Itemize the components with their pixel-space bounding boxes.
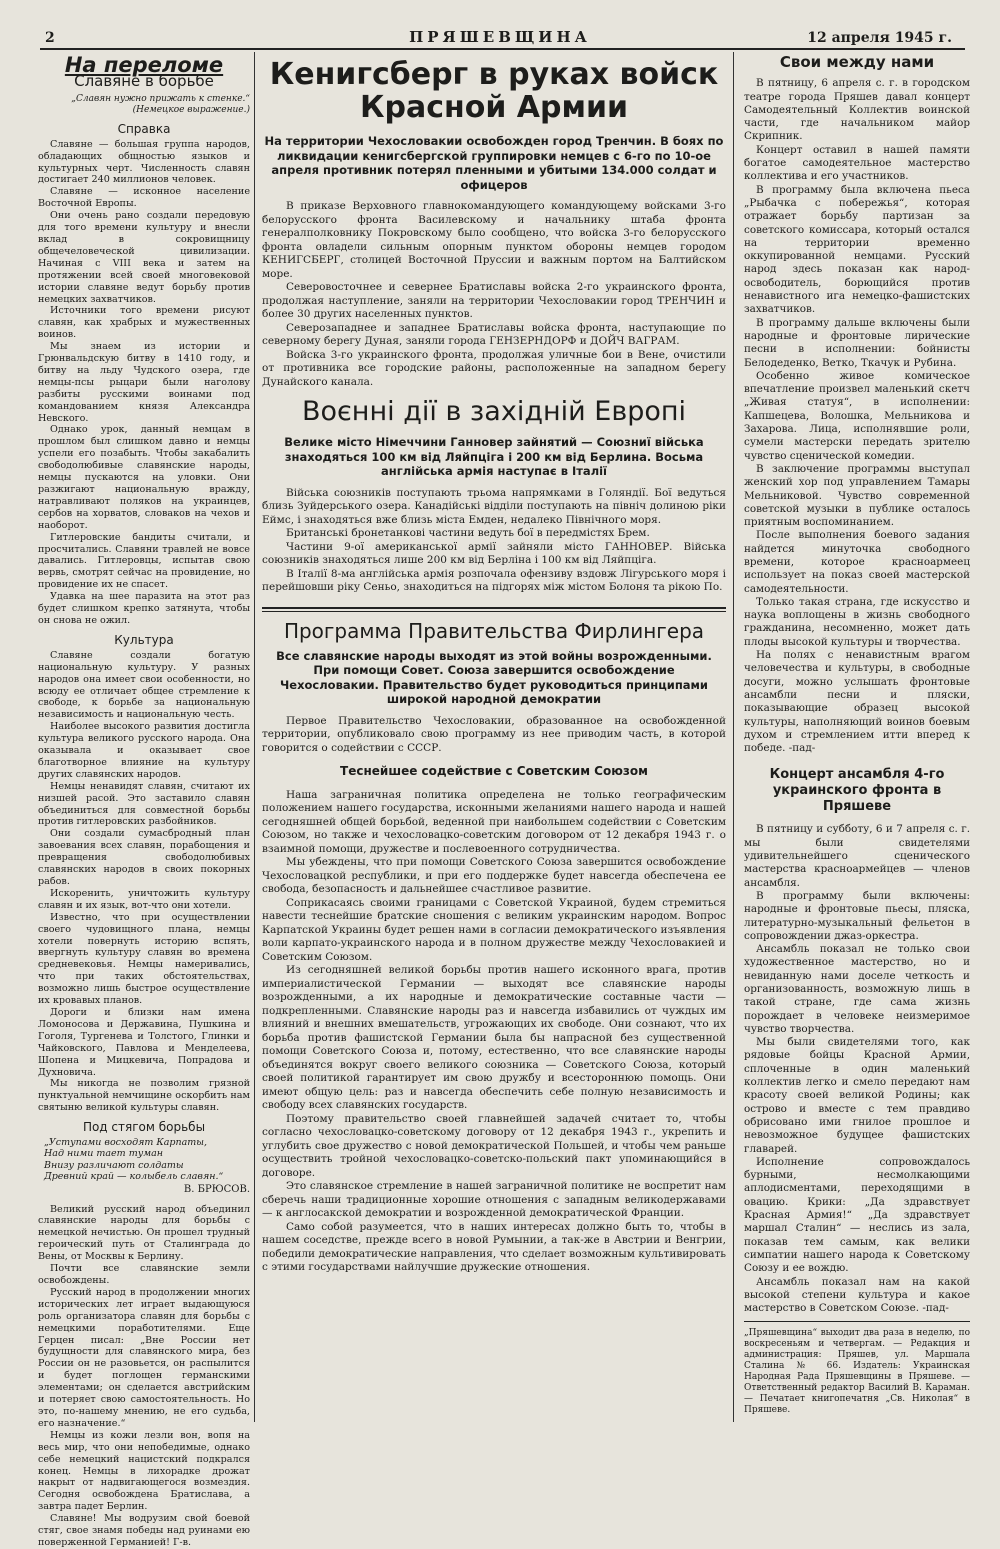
- column-center: [262, 54, 726, 1424]
- paragraph: В программу были включены: народные и фронтовые пьесы, пляска, литературно-музыкальный фельетон в сопровождении джаз-оркестра.: [744, 889, 970, 942]
- epigraph: [38, 94, 250, 116]
- lead-koenigsberg: На территории Чехословакии освобожден город Тренчин. В боях по ликвидации кенигсбергской группировки немцев с 6-го по 10-ое апреля противник потерял пленными и убитыми 134.000 солдат и офицеров: [264, 134, 724, 192]
- newspaper-name: ПРЯШЕВЩИНА: [409, 28, 591, 46]
- poem: [38, 1137, 250, 1183]
- poem-author: В. БРЮСОВ.: [183, 1183, 250, 1195]
- paragraph: Наша заграничная политика определена не только географическим положением нашего государства, исконными желаниями нашего народа и нашей сегодняшней общей борьбой, веденной при наибольшем содействии с Советским Союзом, но также и чехословацко-советским договором от 12 декабря 1943 г. о взаимной помощи, дружестве и послевоенного сотрудничества.: [262, 788, 726, 855]
- paragraph: Гитлеровские бандиты считали, и просчитались. Славяни травлей не вовсе давались. Гитлеровцы, испытав свою вервь, смотрят сейчас на провидение, но провидение их не спасет.: [38, 531, 250, 591]
- paragraph: Северовосточнее и севернее Братиславы войска 2-го украинского фронта, продолжая наступление, заняли на территории Чехословакии город ТРЕНЧИН и более 30 других населенных пунктов.: [262, 281, 726, 320]
- paragraph: Війська союзників поступають трьома напрямками в Голяндії. Бої ведуться близь Зуйдерського озера. Канадійські відділи поступають на північ долиною ріки Еймс, і знаходяться вже близь міста Емден, недалеко Північного моря.: [262, 486, 726, 526]
- paragraph: Из сегодняшней великой борьбы против нашего исконного врага, против империалистической Германии — выходят все славянские народы возрожденными, а их народные и демократические составные части — подкрепленными. Славянские народы раз и навсегда избавились от чуждых им влияний и внешних вмешательств, угрожающих их свободе. Они сознают, что их борьба против фашистской Германии была бы напрасной без существенной помощи Советского Союза и, потому, естественно, что все славянские народы объединятся вокруг своего великого союзника — Советского Союза, который своей политикой гарантирует им свою дружбу и всестороннюю помощь. Они имеют общую цель: раз и навсегда обеспечить себе полную независимость и свободу всех славянских государств.: [262, 964, 726, 1111]
- epigraph-text: „Славян нужно прижать к стенке.“: [71, 93, 250, 104]
- paragraph: Мы были свидетелями того, как рядовые бойцы Красной Армии, сплоченные в один маленький коллектив легко и смело передают нам красоту своей великой Родины; как острово и вместе с тем правдиво обрисовано ими гнилое прошлое и невозможное будущее фашистских главарей.: [744, 1036, 970, 1155]
- paragraph: Великий русский народ объединил славянские народы для борьбы с немецкой нечистью. Он прошел трудный героический путь от Сталинграда до Вены, от Москвы к Берлину.: [38, 1203, 250, 1263]
- paragraph: В заключение программы выступал женский хор под управлением Тамары Мельниковой. Чувство современной советской музыки в публике осталось приятным воспоминанием.: [744, 462, 970, 529]
- column-left: [38, 52, 250, 1548]
- paragraph: Известно, что при осуществлении своего чудовищного плана, немцы хотели повернуть историю вспять, ввергнуть культуру славян во времена средневековья. Немцы намеривались, что при таких обстоятельствах, возможно лишь быстрое осуществление их кровавых планов.: [38, 911, 250, 1007]
- page-number: 2: [45, 30, 55, 46]
- paragraph: Это славянское стремление в нашей заграничной политике не воспретит нам сберечь наши традиционные хорошие отношения с западным великодержавами — к англосакской демократии и возрожденной демократической Франции.: [262, 1180, 726, 1219]
- poem-line: Древний край — колыбель славян.“: [44, 1171, 224, 1183]
- paragraph: Они очень рано создали передовую для того времени культуру и внесли вклад в сокровищницу общечеловеческой цивилизации. Начиная с VIII века и затем на протяжении всей своей многовековой истории славяне ведут борьбу против немецких захватчиков.: [38, 210, 250, 305]
- paragraph: Славяне! Мы водрузим свой боевой стяг, свое знамя победы над руинами ею поверженной Германией! Г-в.: [38, 1513, 250, 1548]
- paragraph: Само собой разумеется, что в наших интересах должно быть то, чтобы в нашем соседстве, прежде всего в новой Румынии, а так-же в Австрии и Венгрии, победили демократические направления, что сделает возможным культивировать с этими государствами найлучшие дружеские отношения.: [262, 1220, 726, 1273]
- section-heading: Под стягом борьбы: [82, 1120, 206, 1135]
- imprint: „Пряшевщина“ выходит два раза в неделю, по воскресеньям и четвергам. — Редакция и администрация: Пряшев, ул. Маршала Сталина № 66. Издатель: Украинская Народная Рада Пряшевщины в Пряшеве. — Ответственный редактор Василий В. Караман. — Печатает книгопечатня „Св. Николая“ в Пряшеве.: [744, 1328, 970, 1416]
- paragraph: Британські бронетанкові частини ведуть бої в передмістях Брем.: [286, 527, 650, 539]
- paragraph: Концерт оставил в нашей памяти богатое самодеятельное мастерство коллектива и его участников.: [744, 143, 970, 183]
- lead-western-europe: Велике місто Німеччини Ганновер зайнятий — Союзниї війська знаходяться 100 км від Ляйпціга і 200 км від Берлина. Восьма англійська армія наступає в Італії: [284, 435, 704, 478]
- paragraph: Поэтому правительство своей главнейшей задачей считает то, чтобы согласно чехословацко-советскому договору от 12 декабря 1943 г., укрепить и углубить свое дружество с новой демократической Польшей, и чтобы чем раньше осуществить тройной чехословацко-советско-польский пакт упоминающийся в договоре.: [262, 1112, 726, 1179]
- paragraph: Славяне — большая группа народов, обладающих общностью языков и культурных черт. Численность славян достигает 240 миллионов человек.: [38, 138, 250, 186]
- paragraph: Северозападнее и западнее Братиславы войска фронта, наступающие по северному берегу Дуная, заняли города ГЕНЗЕРНДОРФ и ДОЙЧ ВАГРАМ.: [262, 321, 726, 347]
- paragraph: Почти все славянские земли освобождены.: [38, 1263, 250, 1286]
- paragraph: В программу дальше включены были народные и фронтовые лирические песни в исполнении: бойнисты Белодеденко, Ветко, Ткачук и Рубина.: [744, 316, 970, 369]
- subheading: Теснейшее содействие с Советским Союзом: [340, 764, 648, 778]
- paragraph: В пятницу, 6 апреля с. г. в городском театре города Пряшев давал концерт Самодеятельный Коллектив воинской части, где начальником майор Скрипник.: [744, 77, 970, 143]
- section-rule: [262, 607, 726, 612]
- headline-western-europe: Воєнні дії в західній Европі: [301, 396, 687, 427]
- epigraph-source: (Немецкое выражение.): [132, 104, 250, 115]
- paragraph: Ансамбль показал нам на какой высокой степени культура и какое мастерство в Советском Союзе. -пад-: [744, 1275, 970, 1315]
- header-rule: [40, 48, 965, 50]
- section-heading: Культура: [114, 632, 174, 647]
- headline-our-people: Свои между нами: [779, 53, 935, 71]
- paragraph: Русский народ в продолжении многих исторических лет играет выдающуюся роль организатора славян для борьбы с немецкими поработителями. Еще Герцен писал: „Вне России нет будущности для славянского мира, без России он не разовьется, он распылится и будет поглощен германскими элементами; он сделается австрийским и потеряет свою самостоятельность. Но это, по-нашему мнению, не его судьба, его назначение.“: [38, 1286, 250, 1429]
- paragraph: Немцы ненавидят славян, считают их низшей расой. Это заставило славян объединиться для совместной борьбы против гитлеровских разбойников.: [38, 780, 250, 828]
- poem-line: Над ними тает туман: [44, 1148, 164, 1160]
- headline-ensemble-concert: Концерт ансамбля 4-го украинского фронта в Пряшеве: [769, 767, 945, 815]
- paragraph: Только такая страна, где искусство и наука воплощены в жизнь свободного гражданина, несомненно, может дать плоды высокой культуры и творчества.: [744, 595, 970, 648]
- paragraph: Исполнение сопровождалось бурными, несмолкающими аплодисментами, переходящими в овацию. Крики: „Да здравствует Красная Армия!“ „Да здравствует маршал Сталин“ — неслись из зала, показав тем самым, как велики симпатии нашего народа к Советскому Союзу и ее вождю.: [744, 1155, 970, 1275]
- paragraph: Дороги и близки нам имена Ломоносова и Державина, Пушкина и Гоголя, Тургенева и Толстого, Глинки и Чайковского, Павлова и Менделеева, Шопена и Мицкевича, Попрадова и Духновича.: [38, 1006, 250, 1078]
- paragraph: Особенно живое комическое впечатление произвел маленький скетч „Живая статуя“, в исполнении: Капшецева, Волошка, Мельникова и Захарова. Лица, исполнявшие роли, сумели мастерски передать зрителю чувство сценической комедии.: [744, 369, 970, 462]
- column-divider: [254, 52, 255, 1422]
- paragraph: В программу была включена пьеса „Рыбачка с побережья“, которая отражает борьбу партизан за советского комиссара, который остался на территории временно оккупированной немцами. Русский народ здесь показан как народ-освободитель, борющийся против ненавистного ига немецко-фашистских захватчиков.: [744, 183, 970, 316]
- paragraph: В приказе Верховного главнокомандующего командующему войсками 3-го белорусского фронта Василевскому и начальнику штаба фронта генералполковнику Покровскому было сообщено, что войска 3-го белорусского фронта овладели сильным опорным пунктом обороны немцев городом КЕНИГСБЕРГ, столицей Восточной Пруссии и важным портом на Балтийском море.: [262, 200, 726, 280]
- paragraph: После выполнения боевого задания найдется минуточка свободного времени, которое красноармеец использует на показ своей мастерской самодеятельности.: [744, 529, 970, 595]
- paragraph: Источники того времени рисуют славян, как храбрых и мужественных воинов.: [38, 305, 250, 341]
- paragraph: В пятницу и субботу, 6 и 7 апреля с. г. мы были свидетелями удивительнейшего сценического мастерства красноармейцев — членов ансамбля.: [744, 823, 970, 889]
- paragraph: Первое Правительство Чехословакии, образованное на освобожденной территории, опубликовало свою программу из нее приводим часть, в которой говорится о содействии с СССР.: [262, 714, 726, 754]
- paragraph: Войска 3-го украинского фронта, продолжая уличные бои в Вене, очистили от противника все городские районы, расположенные на западном берегу Дунайского канала.: [262, 348, 726, 388]
- column-divider: [733, 52, 734, 1422]
- paragraph: Они создали сумасбродный план завоевания всех славян, порабощения и превращения свободолюбивых славянских народов в своих покорных рабов.: [38, 828, 250, 887]
- rubric-title: На переломе: [64, 53, 224, 77]
- poem-line: „Уступами восходят Карпаты,: [44, 1137, 208, 1149]
- lead-firlinger-program: Все славянские народы выходят из этой войны возрожденными. При помощи Совет. Союза завершится освобождение Чехословакии. Правительство будет руководиться принципами широкой народной демократии: [276, 648, 712, 706]
- paragraph: Славяне создали богатую национальную культуру. У разных народов она имеет свои особенности, но всюду ее отличает общее стремление к свободе, к борьбе за национальную независимость и национальную честь.: [38, 649, 250, 721]
- paragraph: Однако урок, данный немцам в прошлом был слишком давно и немцы успели его позабыть. Чтобы закабалить свободолюбивые славянские народы, немцы пускаются на уловки. Они разжигают национальную вражду, натравливают поляков на украинцев, сербов на хорватов, словаков на чехов и наоборот.: [38, 424, 250, 531]
- paragraph: В Італії 8-ма англійська армія розпочала офензиву вздовж Лігурського моря і перейшовши ріку Сеньо, знаходиться на підгорях між містом Болоня та рікою По.: [262, 567, 726, 593]
- paragraph: Частини 9-ої американської армії зайняли місто ГАННОВЕР. Війська союзників знаходяться лише 200 км від Берліна і 100 км від Ляйпціга.: [262, 540, 726, 566]
- paragraph: Мы никогда не позволим грязной пунктуальной немчищине оскорбить нам святыню великой культуры славян.: [38, 1078, 250, 1114]
- paragraph: Искоренить, уничтожить культуру славян и их язык, вот-что они хотели.: [38, 887, 250, 911]
- paragraph: Мы убеждены, что при помощи Советского Союза завершится освобождение Чехословацкой республики, и при его поддержке будет навсегда обеспечена ее свобода, безопасность и дальнейшее счастливое развитие.: [262, 856, 726, 895]
- paragraph: На полях с ненавистным врагом человечества и культуры, в свободные досуги, можно услышать фронтовые ансамбли песни и пляски, показывающие образец высокой культуры, наполняющий воинов боевым духом и стремлением итти вперед к победе. -пад-: [744, 649, 970, 755]
- paragraph: Немцы из кожи лезли вон, вопя на весь мир, что они непобедимые, однако себе немецкий нацистский подкрался конец. Немцы в лихорадке дрожат накрыт от надвигающегося возмездия. Сегодня освобождена Братислава, а завтра падет Берлин.: [38, 1429, 250, 1513]
- paragraph: Соприкасаясь своими границами с Советской Украиной, будем стремиться навести теснейшие братские сношения с великим украинским народом. Вопрос Карпатской Украины будет решен нами в согласии демократического изъявления воли карпато-украинского народа и в полном дружестве между Чехословакией и Советским Союзом.: [262, 896, 726, 963]
- headline-koenigsberg: Кенигсберг в руках войск Красной Армии: [269, 57, 719, 125]
- column-right: [744, 53, 970, 1426]
- paragraph: Ансамбль показал не только свои художественное мастерство, но и невиданную нами доселе четкость и организованность, возможную лишь в такой стране, где сама жизнь порождает в человеке неизмеримое чувство творчества.: [744, 943, 970, 1035]
- headline-firlinger-program: Программа Правительства Фирлингера: [283, 618, 705, 643]
- article-title: Славяне в борьбе: [74, 71, 214, 90]
- paragraph: Наиболее высокого развития достигла культура великого русского народа. Она оказывала и оказывает свое благотворное влияние на культуру других славянских народов.: [38, 721, 250, 780]
- paragraph: Удавка на шее паразита на этот раз будет слишком крепко затянута, чтобы он снова не ожил.: [38, 591, 250, 626]
- page-header: [0, 0, 1000, 50]
- paragraph: Славяне — исконное население Восточной Европы.: [38, 186, 250, 210]
- poem-line: Внизу различают солдаты: [44, 1159, 184, 1171]
- imprint-rule: [744, 1321, 970, 1322]
- section-heading: Справка: [117, 121, 171, 136]
- issue-date: 12 апреля 1945 г.: [807, 30, 952, 46]
- paragraph: Мы знаем из истории и Грюнвальдскую битву в 1410 году, и битву на льду Чудского озера, где немцы-псы рыцари были наголову разбиты русскими воинами под командованием князя Александра Невского.: [38, 341, 250, 424]
